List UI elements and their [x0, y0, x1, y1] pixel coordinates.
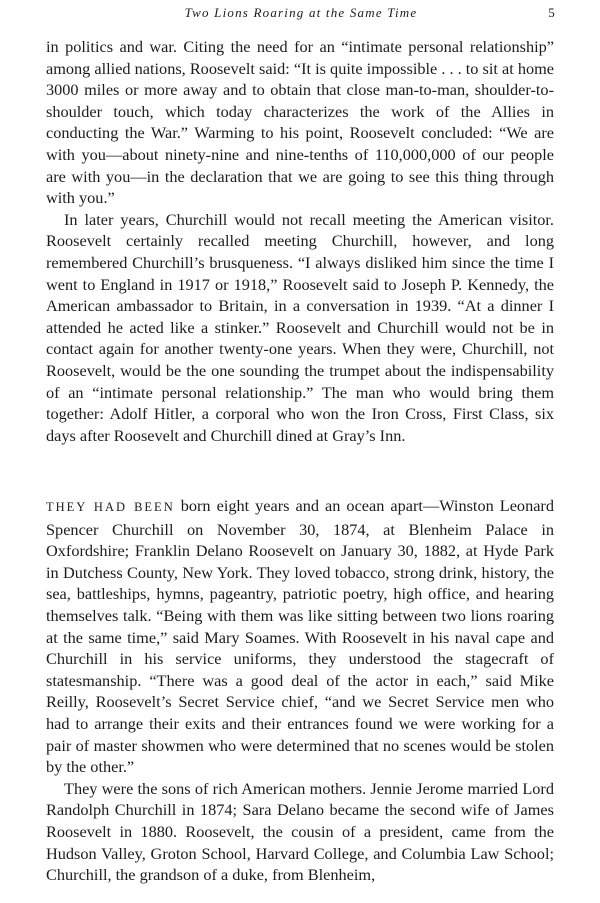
paragraph-3-body: born eight years and an ocean apart—Winston Leonard Spencer Churchill on November 30, 1874, at Blenheim Palace in Oxfordshire; Franklin Delano Roosevelt on January 30, 1882, at Hyde Park in Dutchess County, New York. They loved tobacco, strong drink, history, the sea, battleships, hymns, pageantry, patriotic poetry, high office, and hearing themselves talk. “Being with them was like sitting between two lions roaring at the same time,” said Mary Soames. With Roosevelt in his naval cape and Churchill in his service uniforms, they understood the stagecraft of statesmanship. “There was a good deal of the actor in each,” said Mike Reilly, Roosevelt’s Secret Service chief, “and we Secret Service men who had to arrange their exits and their entrances found we were working for a pair of master showmen who were determined that no scenes would be stolen by the other.”: [46, 496, 554, 777]
body-text-upper: [46, 36, 554, 446]
body-text-lower: [46, 495, 554, 886]
section-lead-in: THEY HAD BEEN: [46, 500, 175, 514]
paragraph-3: [46, 495, 554, 778]
paragraph-2: In later years, Churchill would not recall meeting the American visitor. Roosevelt certainly recalled meeting Churchill, however, and long remembered Churchill’s brusqueness. “I always disliked him since the time I went to England in 1917 or 1918,” Roosevelt said to Joseph P. Kennedy, the American ambassador to Britain, in a conversation in 1939. “At a dinner I attended he acted like a stinker.” Roosevelt and Churchill would not be in contact again for another twenty-one years. When they were, Churchill, not Roosevelt, would be the one sounding the trumpet about the indispensability of an “intimate personal relationship.” The man who would bring them together: Adolf Hitler, a corporal who won the Iron Cross, First Class, six days after Roosevelt and Churchill dined at Gray’s Inn.: [46, 209, 554, 445]
running-head-title: Two Lions Roaring at the Same Time: [184, 5, 418, 20]
running-head: [46, 5, 556, 23]
page-number: 5: [548, 5, 556, 20]
paragraph-1: in politics and war. Citing the need for an “intimate personal relationship” among allied nations, Roosevelt said: “It is quite impossible . . . to sit at home 3000 miles or more away and to obtain that close man-to-man, shoulder-to-shoulder touch, which today characterizes the work of the Allies in conducting the War.” Warming to his point, Roosevelt concluded: “We are with you—about ninety-nine and nine-tenths of 110,000,000 of our people are with you—in the declaration that we are going to see this thing through with you.”: [46, 37, 554, 208]
paragraph-4: They were the sons of rich American mothers. Jennie Jerome married Lord Randolph Churchill in 1874; Sara Delano became the second wife of James Roosevelt in 1880. Roosevelt, the cousin of a president, came from the Hudson Valley, Groton School, Harvard College, and Columbia Law School; Churchill, the grandson of a duke, from Blenheim,: [46, 778, 554, 885]
